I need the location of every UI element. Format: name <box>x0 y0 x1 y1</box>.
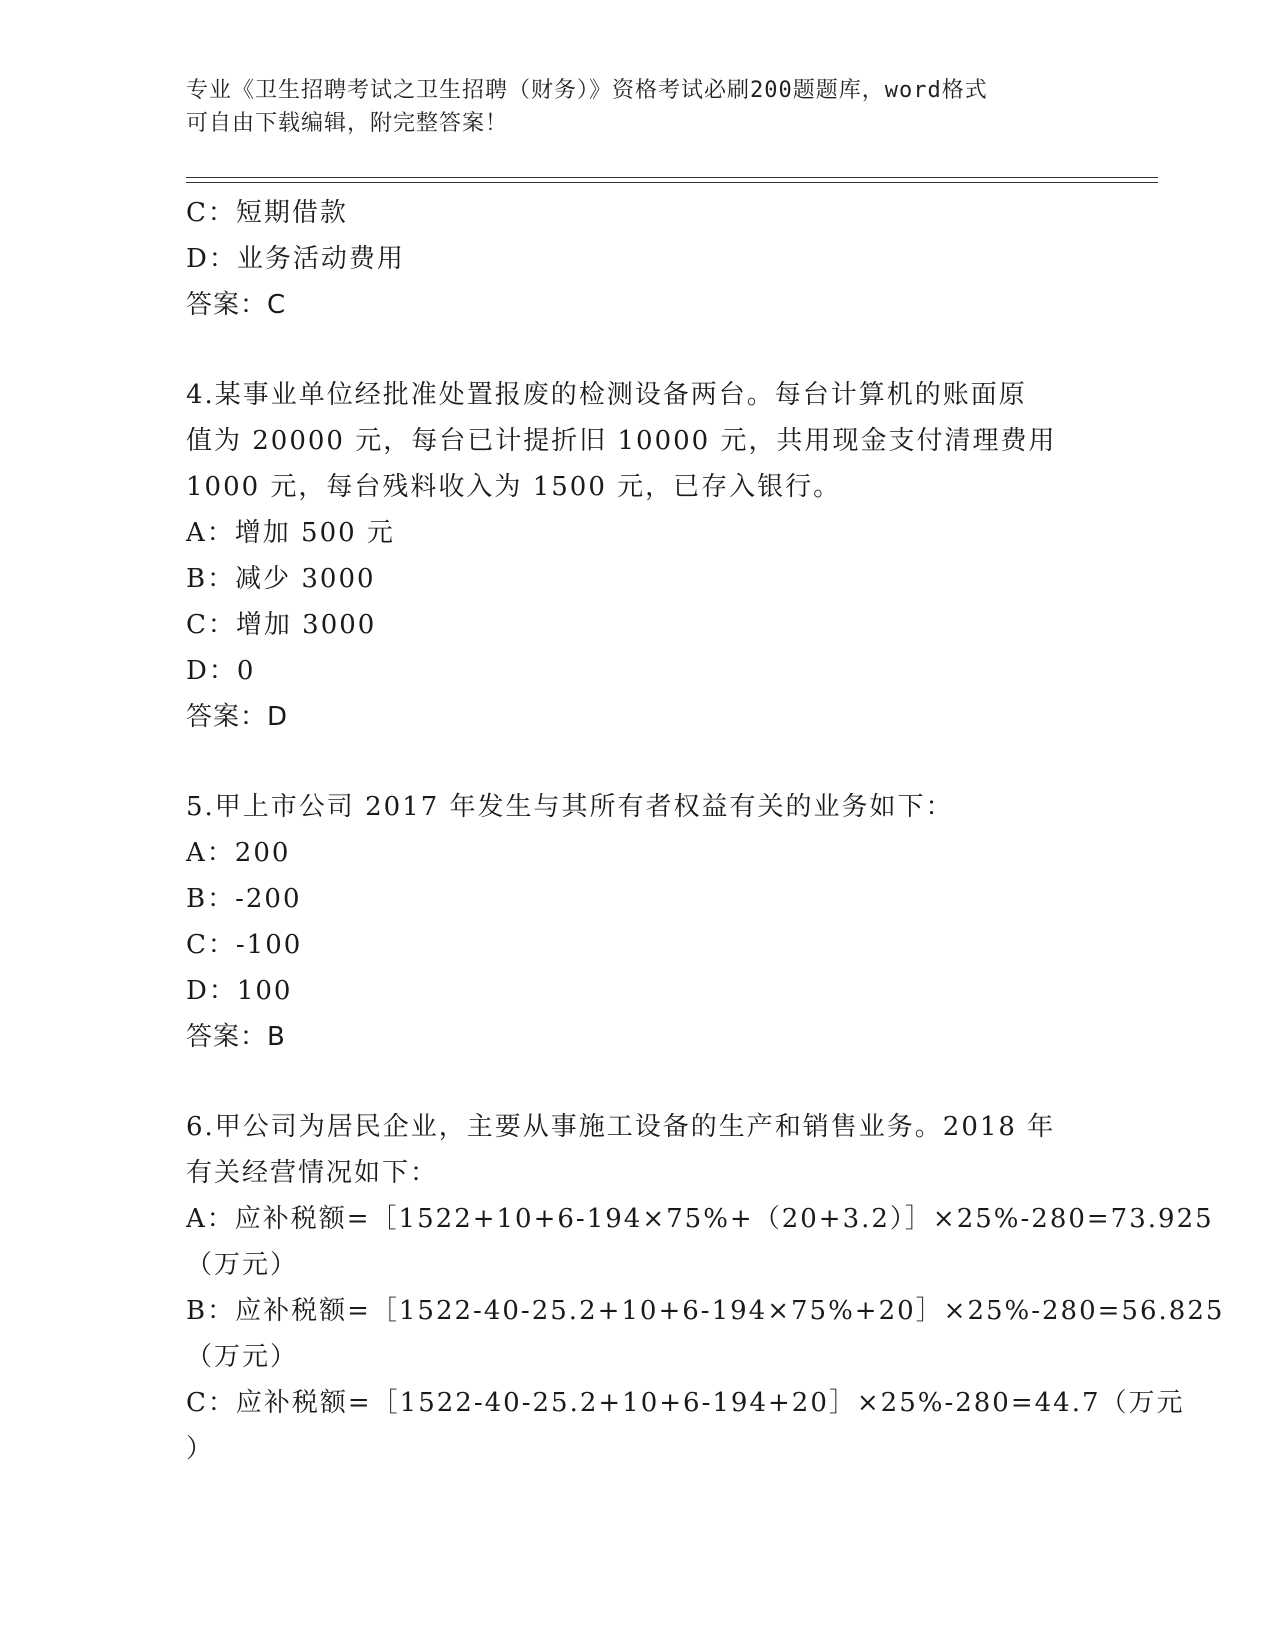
document-body <box>186 190 1225 1472</box>
q6-stem-line-1: 6.甲公司为居民企业，主要从事施工设备的生产和销售业务。2018 年 <box>186 1112 1056 1142</box>
q4-option-a: A：增加 500 元 <box>186 518 395 548</box>
q5-answer: 答案：B <box>186 1022 286 1052</box>
question-3-block <box>186 190 1086 328</box>
header-divider-top <box>186 177 1158 178</box>
q4-option-b: B：减少 3000 <box>186 564 376 594</box>
q5-option-c: C：-100 <box>186 930 303 960</box>
spacer <box>186 740 1086 784</box>
q3-option-d: D：业务活动费用 <box>186 244 405 274</box>
spacer <box>186 1060 1086 1104</box>
q5-stem-line-1: 5.甲上市公司 2017 年发生与其所有者权益有关的业务如下： <box>186 792 954 822</box>
q6-option-a-line-2: （万元） <box>186 1250 299 1280</box>
q4-stem-line-2: 值为 20000 元，每台已计提折旧 10000 元，共用现金支付清理费用 <box>186 426 1057 456</box>
q4-option-c: C：增加 3000 <box>186 610 377 640</box>
q4-stem-line-1: 4.某事业单位经批准处置报废的检测设备两台。每台计算机的账面原 <box>186 380 1027 410</box>
spacer <box>186 328 1086 372</box>
q5-option-b: B：-200 <box>186 884 302 914</box>
q6-option-c-line-1: C：应补税额=［1522-40-25.2+10+6-194+20］×25%-280=44.7（万元 <box>186 1388 1185 1418</box>
header-title-line-1: 专业《卫生招聘考试之卫生招聘（财务）》资格考试必刷200题题库，word格式 <box>186 78 988 103</box>
header-title-line-2: 可自由下载编辑，附完整答案！ <box>186 111 509 136</box>
question-6-block <box>186 1104 1225 1472</box>
q3-option-c: C：短期借款 <box>186 198 348 228</box>
q6-option-c-line-2: ） <box>186 1434 215 1464</box>
q6-option-b-line-1: B：应补税额=［1522-40-25.2+10+6-194×75%+20］×25%-280=56.825 <box>186 1296 1225 1326</box>
q6-stem-line-2: 有关经营情况如下： <box>186 1158 439 1188</box>
question-5-block <box>186 784 1086 1060</box>
header-divider-bottom <box>186 182 1158 183</box>
document-header <box>186 74 1086 140</box>
q6-option-b-line-2: （万元） <box>186 1342 299 1372</box>
q4-stem-line-3: 1000 元，每台残料收入为 1500 元，已存入银行。 <box>186 472 842 502</box>
q5-option-a: A：200 <box>186 838 291 868</box>
q6-option-a-line-1: A：应补税额=［1522+10+6-194×75%+（20+3.2）］×25%-280=73.925 <box>186 1204 1214 1234</box>
q5-option-d: D：100 <box>186 976 293 1006</box>
q3-answer: 答案：C <box>186 290 287 320</box>
question-4-block <box>186 372 1086 740</box>
q4-option-d: D：0 <box>186 656 256 686</box>
q4-answer: 答案：D <box>186 702 289 732</box>
